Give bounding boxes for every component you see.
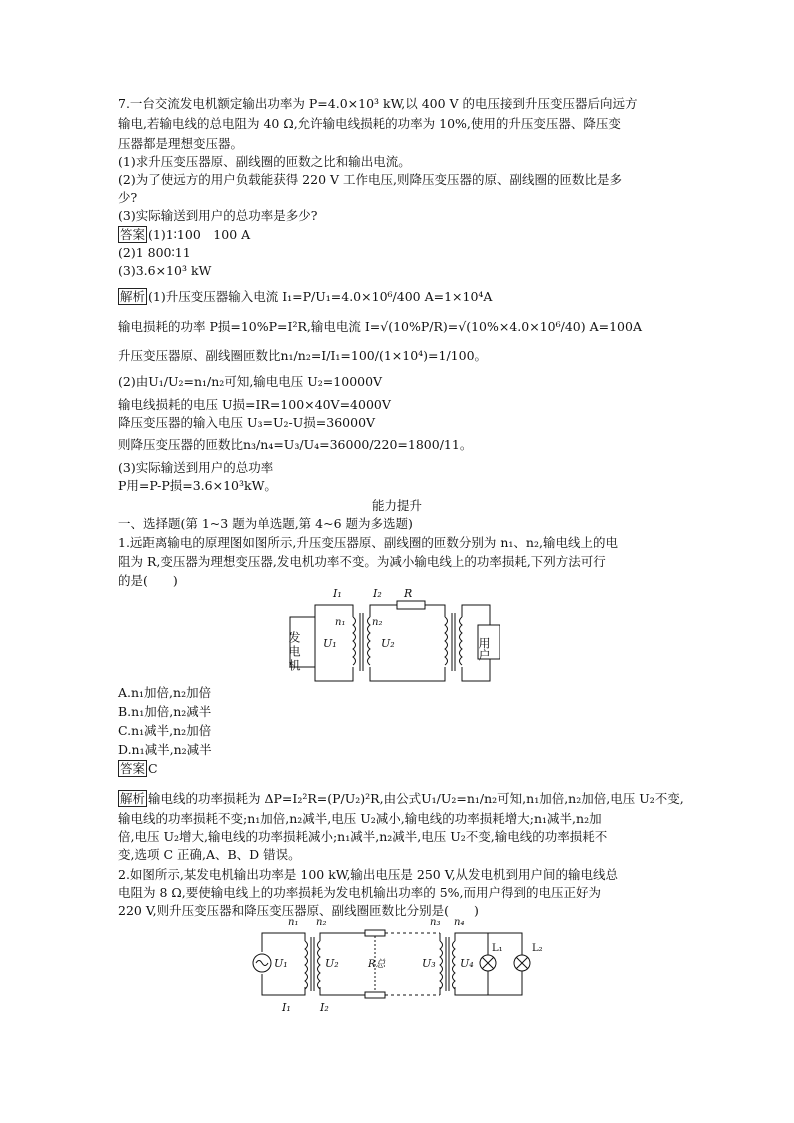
q2-label-n4: n₄ (454, 917, 465, 928)
q2-stem-line-1: 2.如图所示,某发电机输出功率是 100 kW,输出电压是 250 V,从发电机到用户间的输电线总 (118, 867, 619, 882)
q2-label-U4: U₄ (460, 957, 474, 970)
primary-coil (353, 617, 356, 665)
q2-label-U2: U₂ (325, 957, 339, 970)
step-down-primary-coil (445, 617, 448, 665)
q7-analysis-3: 升压变压器原、副线圈匝数比n₁/n₂=I/I₁=100/(1×10⁴)=1/100。 (118, 348, 488, 363)
q2-label-n1: n₁ (288, 917, 299, 928)
label-I2: I₂ (373, 587, 382, 600)
q2-coil-n3 (440, 941, 443, 989)
answer-tag: 答案 (120, 227, 146, 242)
generator-label: 发电机 (287, 631, 301, 673)
analysis-tag: 解析 (120, 791, 146, 806)
q2-label-n3: n₃ (430, 917, 441, 928)
q7-analysis-4: (2)由U₁/U₂=n₁/n₂可知,输电电压 U₂=10000V (118, 374, 383, 389)
q1-analysis-2: 输电线的功率损耗不变;n₁加倍,n₂减半,电压 U₂减小,输电线的功率损耗增大;n₁减半,n₂加 (118, 811, 602, 826)
answer-tag: 答案 (120, 761, 146, 776)
q1-answer: C (148, 761, 158, 776)
label-n1: n₁ (335, 617, 346, 628)
q7-stem-line-1: 7.一台交流发电机额定输出功率为 P=4.0×10³ kW,以 400 V 的电压接到升压变压器后向远方 (118, 96, 638, 111)
q2-coil-n1 (305, 941, 308, 989)
q7-sub-question-2b: 少? (118, 190, 138, 205)
resistor-top (365, 930, 385, 936)
q7-answer-3: (3)3.6×10³ kW (118, 263, 212, 278)
q7-sub-question-2a: (2)为了使远方的用户负载能获得 220 V 工作电压,则降压变压器的原、副线圈的匝数比是多 (118, 172, 622, 187)
q7-analysis-line-1 (118, 288, 492, 306)
q1-option-a: A.n₁加倍,n₂加倍 (118, 685, 212, 700)
q1-analysis-line-1 (118, 790, 684, 808)
q1-option-c: C.n₁减半,n₂加倍 (118, 723, 212, 738)
section-heading: 一、选择题(第 1~3 题为单选题,第 4~6 题为多选题) (118, 516, 413, 531)
q2-coil-n2 (318, 941, 321, 989)
q2-label-I1: I₁ (282, 1001, 291, 1014)
q2-label-R: R总 (368, 959, 386, 970)
section-title: 能力提升 (371, 498, 422, 513)
line-resistor (397, 601, 425, 609)
analysis-tag: 解析 (120, 289, 146, 304)
q2-coil-n4 (453, 941, 456, 989)
q1-option-b: B.n₁加倍,n₂减半 (118, 704, 212, 719)
q2-label-I2: I₂ (320, 1001, 329, 1014)
primary-loop (315, 605, 353, 627)
q2-circuit-diagram (250, 915, 550, 1015)
label-n2: n₂ (372, 617, 383, 628)
q2-label-U1: U₁ (274, 957, 288, 970)
q7-analysis-1: (1)升压变压器输入电流 I₁=P/U₁=4.0×10⁶/400 A=1×10⁴A (148, 289, 493, 304)
q2-label-U3: U₃ (422, 957, 436, 970)
q1-circuit-diagram (285, 585, 500, 685)
q7-analysis-8: (3)实际输送到用户的总功率 (118, 460, 274, 475)
q7-answer-2: (2)1 800∶11 (118, 245, 191, 260)
q1-analysis-3: 倍,电压 U₂增大,输电线的功率损耗减小;n₁减半,n₂减半,电压 U₂不变,输电线的功率损耗不 (118, 829, 608, 844)
q7-sub-question-3: (3)实际输送到用户的总功率是多少? (118, 208, 318, 223)
q7-answer-line-1 (118, 226, 250, 244)
user-label: 用户 (477, 637, 491, 661)
q1-analysis-1: 输电线的功率损耗为 ΔP=I₂²R=(P/U₂)²R,由公式U₁/U₂=n₁/n₂可知,n₁加倍,n₂加倍,电压 U₂不变, (148, 791, 684, 806)
q2-label-n2: n₂ (316, 917, 327, 928)
q2-stem-line-3: 220 V,则升压变压器和降压变压器原、副线圈匝数比分别是( ) (118, 903, 479, 918)
q7-analysis-6: 降压变压器的输入电压 U₃=U₂-U损=36000V (118, 415, 376, 430)
label-U2: U₂ (381, 637, 395, 650)
q2-label-L1: L₁ (492, 943, 503, 954)
resistor-bottom (365, 992, 385, 998)
q1-analysis-4: 变,选项 C 正确,A、B、D 错误。 (118, 847, 301, 862)
q2-stem-line-2: 电阻为 8 Ω,要使输电线上的功率损耗为发电机输出功率的 5%,而用户得到的电压正好为 (118, 885, 602, 900)
q1-stem-line-3: 的是( ) (118, 573, 178, 588)
label-U1: U₁ (323, 637, 337, 650)
q7-analysis-5: 输电线损耗的电压 U损=IR=100×40V=4000V (118, 397, 391, 412)
label-I1: I₁ (333, 587, 342, 600)
label-R: R (404, 587, 413, 600)
q1-stem-line-2: 阻为 R,变压器为理想变压器,发电机功率不变。为减小输电线上的功率损耗,下列方法可行 (118, 554, 606, 569)
step-down-secondary-coil (460, 617, 463, 665)
q7-analysis-9: P用=P-P损=3.6×10³kW。 (118, 478, 277, 493)
q1-answer-line (118, 760, 158, 778)
secondary-coil (368, 617, 371, 665)
q2-label-L2: L₂ (532, 943, 543, 954)
q7-stem-line-3: 压器都是理想变压器。 (118, 136, 244, 151)
q7-sub-question-1: (1)求升压变压器原、副线圈的匝数之比和输出电流。 (118, 154, 411, 169)
q7-analysis-7: 则降压变压器的匝数比n₃/n₄=U₃/U₄=36000/220=1800/11。 (118, 437, 473, 452)
q7-analysis-2: 输电损耗的功率 P损=10%P=I²R,输电电流 I=√(10%P/R)=√(10%×4.0×10⁶/40) A=100A (118, 319, 642, 334)
q1-option-d: D.n₁减半,n₂减半 (118, 742, 212, 757)
q1-stem-line-1: 1.远距离输电的原理图如图所示,升压变压器原、副线圈的匝数分别为 n₁、n₂,输电线上的电 (118, 535, 618, 550)
q7-answer-1: (1)1∶100 100 A (148, 227, 251, 242)
q7-stem-line-2: 输电,若输电线的总电阻为 40 Ω,允许输电线损耗的功率为 10%,使用的升压变压器、降压变 (118, 116, 621, 131)
